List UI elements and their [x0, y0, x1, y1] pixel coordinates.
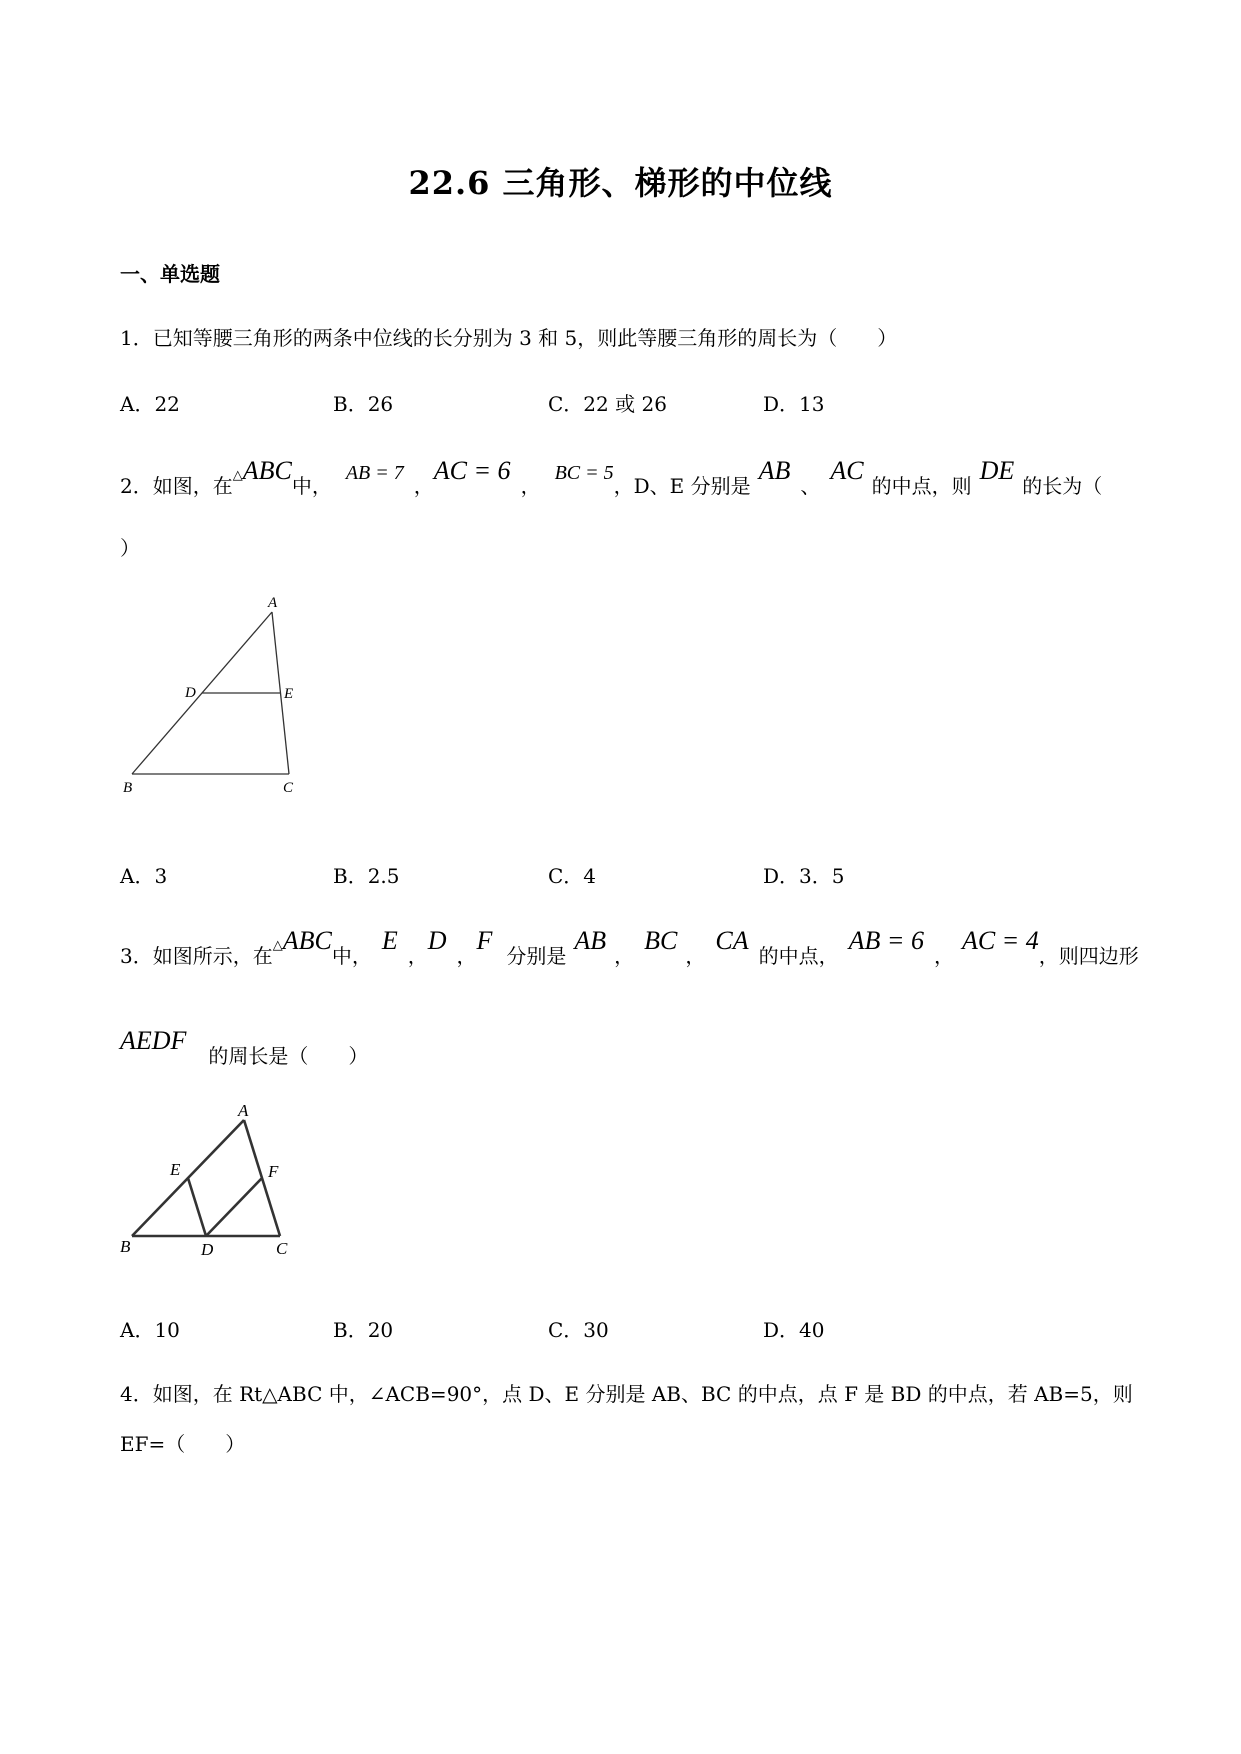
figure-triangle-abc-midline [115, 592, 315, 802]
q3-option-b[interactable]: B．20 [333, 1318, 394, 1342]
label-c: C [276, 1239, 288, 1258]
figure-triangle-aedf [110, 1102, 310, 1262]
page-title: 22.6 三角形、梯形的中位线 [408, 164, 833, 202]
question-3-text-line2: AEDF的周长是（ ） [120, 1026, 369, 1068]
question-4-text: 4．如图，在 Rt△ABC 中，∠ACB=90°，点 D、E 分别是 AB、BC 的中点，点 F 是 BD 的中点，若 AB=5，则 [120, 1382, 1133, 1406]
label-e: E [170, 1160, 181, 1179]
question-1-text: 1．已知等腰三角形的两条中位线的长分别为 3 和 5，则此等腰三角形的周长为（ ） [120, 326, 898, 350]
q2-option-c[interactable]: C．4 [548, 864, 597, 888]
segment-df [206, 1178, 262, 1236]
q2-option-a[interactable]: A．3 [120, 864, 168, 888]
label-a: A [268, 595, 278, 611]
label-b: B [123, 780, 133, 796]
question-4-text-line2: EF=（ ） [120, 1432, 246, 1456]
label-a: A [238, 1102, 249, 1120]
label-e: E [284, 686, 294, 702]
label-f: F [268, 1162, 279, 1181]
label-c: C [283, 780, 294, 796]
question-2-close: ） [120, 536, 140, 560]
segment-ed [188, 1178, 206, 1236]
q3-option-d[interactable]: D．40 [763, 1318, 825, 1342]
q2-option-d[interactable]: D．3．5 [763, 864, 845, 888]
question-2-text: 2．如图，在△ABC中，AB = 7，AC = 6，BC = 5，D、E 分别是AB、AC的中点，则DE的长为（ [120, 456, 1103, 498]
q1-option-a[interactable]: A．22 [120, 392, 180, 416]
q3-option-c[interactable]: C．30 [548, 1318, 609, 1342]
question-3-text: 3．如图所示，在△ABC中，E，D，F分别是AB，BC，CA的中点，AB = 6，AC = 4，则四边形 [120, 926, 1139, 968]
triangle-symbol: △ [232, 468, 243, 483]
q1-option-b[interactable]: B．26 [333, 392, 394, 416]
label-d: D [201, 1240, 214, 1259]
label-b: B [120, 1237, 131, 1256]
triangle-symbol: △ [272, 938, 283, 953]
q1-option-c[interactable]: C．22 或 26 [548, 392, 667, 416]
q3-option-a[interactable]: A．10 [120, 1318, 180, 1342]
section-heading: 一、单选题 [120, 262, 220, 286]
q1-option-d[interactable]: D．13 [763, 392, 825, 416]
q2-option-b[interactable]: B．2.5 [333, 864, 400, 888]
label-d: D [185, 685, 196, 701]
